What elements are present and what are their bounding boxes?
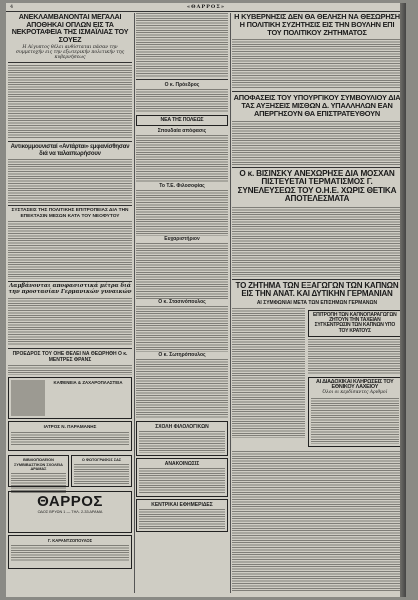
ad-cafes-title: ΚΑΦΕΝΕΙΑ & ΖΑΧΑΡΟΠΛΑΣΤΕΙΑ [53,380,123,386]
article-body [8,365,132,375]
divider [136,79,228,80]
headline-tobacco-committee: ΕΠΙΤΡΟΠΗ ΤΩΝ ΚΑΠΝΟΠΑΡΑΓΩΓΩΝ ΖΗΤΟΥΝ ΤΗΝ ΤΑΧΕΙΑΝ ΣΥΓΚΕΝΤΡΩΣΙΝ ΤΩΝ ΚΑΠΝΩΝ ΥΠΟ ΤΟΥ ΚΡΑΤΟΥΣ [313,311,397,334]
ad-doctor-title: ΙΑΤΡΟΣ Ν. ΠΑΡΑΜΑΝΗΣ [43,424,97,430]
headline-un-president: ΠΡΟΕΔΡΟΣ ΤΟΥ ΟΗΕ ΘΕΛΕΙ ΝΑ ΘΕΩΡΗΘΗ Ο κ. ΜΕΝΤΡΕΣ ΦΡΑΝΣ [12,351,128,364]
lottery-box [308,377,402,447]
headline-government-parliament: Η ΚΥΒΕΡΝΗΣΙΣ ΔΕΝ ΘΑ ΘΕΛΗΣΗ ΝΑ ΘΕΣΩΡΗΣΗ Η ΠΟΛΙΤΙΚΗ ΣΥΖΗΤΗΣΙΣ ΕΙΣ ΤΗΝ ΒΟΥΛΗΝ ΕΠΙ ΤΟΥ ΠΟΛΙΤΙΚΟΥ ΖΗΤΗΜΑΤΟΣ [234,13,400,37]
lottery-numbers [311,398,399,444]
divider [8,62,132,63]
item-important-decision: Σπουδαία απόφασις [157,128,207,135]
subhead-egypt: Η Αίγυπτος θέλει ανθίσταται πάσαν την συμμετοχήν εις την εξωτερικήν πολιτικήν της κυβερνήσεως [15,45,125,61]
divider [232,91,402,92]
item-sotiropoulos: Ο κ. Σωτηρόπουλος [158,352,206,359]
divider [8,205,132,206]
ad-photographer-title: Ο ΦΩΤΟΓΡΑΦΟΣ ΣΑΣ [81,458,122,463]
article-body [136,243,228,299]
article-body [232,39,402,89]
column-middle [136,13,228,593]
tobacco-committee-box [308,310,402,337]
ad-body [11,545,129,561]
ad-misc [8,535,132,569]
article-body [136,306,228,352]
divider [8,141,132,142]
page-number: 4 [10,4,14,10]
divider [232,279,402,280]
headline-rebels: Αντικομμουνισταί «Αντάρται» εμφανίσθησαν διά να ταλαιπωρήσουν [10,144,130,157]
article-body [8,298,132,346]
column-rule [230,13,231,593]
divider [232,167,402,168]
ad-photographer [71,455,132,487]
subhead-lottery: Όλοι οι κερδίσαντες Αριθμοί [322,390,388,396]
column-rule [134,13,135,593]
city-news-box [136,115,228,126]
ad-misc-title: Γ. ΚΑΡΑΝΤΖΟΠΟΥΛΟΣ [47,538,93,544]
article-body [232,451,402,591]
announcement-title: ΑΝΑΚΟΙΝΩΣΙΣ [164,461,200,468]
article-body [232,121,402,165]
ad-bookshop [8,455,69,487]
city-news-title: ΝΕΑ ΤΗΣ ΠΟΛΕΩΣ [160,117,204,123]
page-edge-shadow [400,3,406,597]
article-body [136,359,228,419]
article-body [136,135,228,183]
ad-body [74,464,129,484]
headline-lottery: ΑΙ ΔΙΑΔΟΧΙΚΑΙ ΚΛΗΡΩΣΕΙΣ ΤΟΥ ΕΘΝΙΚΟΥ ΛΑΧΕΙΟΥ [316,378,394,391]
ad-doctor [8,421,132,451]
item-philosophy: Το Τ.Ε. Φιλοσοφίας [159,183,205,190]
announcement-box [136,458,228,497]
ad-body [11,473,66,493]
papers-title: ΚΕΝΤΡΙΚΑΙ ΕΦΗΜΕΡΙΔΕΣ [151,502,213,509]
school-box [136,421,228,456]
item-stasinopoulos: Ο κ. Στασινόπουλος [158,299,206,306]
article-body [136,13,228,77]
papers-box [136,499,228,532]
divider [8,348,132,349]
item-thanks: Ευχαριστήριον [164,236,200,243]
school-title: ΣΧΟΛΗ ΦΙΛΟΛΟΓΙΚΩΝ [155,424,209,431]
masthead [6,3,406,12]
newspaper-page [6,3,406,597]
ad-cafes [8,377,132,419]
headline-german-women: Λαμβάνονται αποφασιστικά μέτρα διά την προστασίαν Γερμανικών γυναικών [8,283,132,296]
ad-body [139,431,225,453]
headline-political-committee: ΣΥΣΤΑΣΕΙΣ ΤΗΣ ΠΟΛΙΤΙΚΗΣ ΕΠΙΤΡΟΠΕΙΑΣ ΔΙΑ ΤΗΝ ΕΠΕΚΤΑΣΙΝ ΜΕΣΩΝ ΚΑΤΑ ΤΟΥ ΝΕΟΦΥΤΟΥ [11,207,129,219]
ad-bookshop-title: ΒΙΒΛΙΟΠΩΛΕΙΟΝ ΣΥΜΒΙΒΑΣΤΙΚΟΝ ΣΧΟΛΕΙΑ ΔΡΑΜΑΣ [14,458,63,472]
ad-body [11,432,129,446]
paper-name: «ΘΑΡΡΟΣ» [187,4,225,10]
article-body [8,159,132,203]
headline-cabinet-decisions: ΑΠΟΦΑΣΕΙΣ ΤΟΥ ΥΠΟΥΡΓΙΚΟΥ ΣΥΜΒΟΥΛΙΟΥ ΔΙΑ ΤΑΣ ΑΥΞΗΣΕΙΣ ΜΙΣΘΩΝ Δ. ΥΠΑΛΛΗΛΩΝ ΕΑΝ ΑΠΕΡΓΗΣΟΥΝ ΘΑ ΕΠΙΣΤΡΑΤΕΥΘΟΥΝ [233,93,401,118]
paper-logo: ΘΑΡΡΟΣ [37,493,103,511]
article-body [232,207,402,277]
subhead-german-agreements: ΑΙ ΣΥΜΦΩΝΙΑΙ ΜΕΤΑ ΤΩΝ ΕΠΙΣΗΜΩΝ ΓΕΡΜΑΝΩΝ [256,299,378,306]
item-president: Ο κ. Πρόεδρος [164,82,200,88]
column-right [232,13,402,593]
headline-vyshinsky: Ο κ. ΒΙΣΙΝΣΚΥ ΑΝΕΧΩΡΗΣΕ ΔΙΑ ΜΟΣΧΑΝ ΠΙΣΤΕΥΕΤΑΙ ΤΕΡΜΑΤΙΣΜΟΣ Γ. ΣΥΝΕΛΕΥΣΕΩΣ ΤΟΥ Ο.Η.Ε. ΧΩΡΙΣ ΘΕΤΙΚΑ ΑΠΟΤΕΛΕΣΜΑΤΑ [237,168,397,204]
paper-ad [8,491,132,533]
article-body [8,221,132,279]
ad-body [139,468,225,494]
column-left [8,13,132,593]
headline-arms-depots: ΑΝΕΚΛΑΜΒΑΝΟΝΤΑΙ ΜΕΓΑΛΑΙ ΑΠΟΘΗΚΑΙ ΟΠΛΩΝ ΕΙΣ ΤΑ ΝΕΚΡΟΤΑΦΕΙΑ ΤΗΣ ΙΣΜΑΪΛΙΑΣ ΤΟΥ ΣΟΥΕΖ [11,13,129,44]
paper-address: ΟΔΟΣ ΒΡΥΩΝ 1 — ΤΗΛ. 2-33 ΔΡΑΜΑ [37,510,103,515]
ad-image [11,380,45,416]
article-body [136,89,228,113]
article-body [136,190,228,236]
article-body [232,308,305,438]
headline-tobacco-exports: ΤΟ ΖΗΤΗΜΑ ΤΩΝ ΕΞΑΓΩΓΩΝ ΤΩΝ ΚΑΠΝΩΝ ΕΙΣ ΤΗΝ ΑΝΑΤ. ΚΑΙ ΔΥΤΙΚΗΝ ΓΕΡΜΑΝΙΑΝ [235,281,399,299]
article-body [308,339,402,375]
ad-body [139,509,225,529]
article-body [8,65,132,139]
